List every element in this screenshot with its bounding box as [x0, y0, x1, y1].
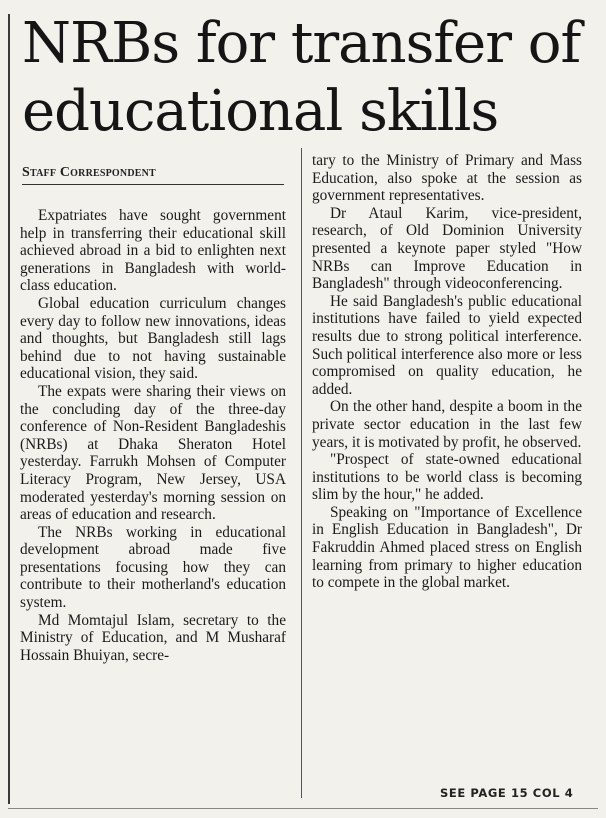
- article-column-1: [20, 207, 286, 664]
- paragraph: Speaking on "Importance of Excellence in English Education in Bangladesh", Dr Fakruddin Ahmed placed stress on English learning from primary to higher education to compete in the global market.: [312, 503, 582, 592]
- paragraph: Dr Ataul Karim, vice-president, research, of Old Dominion University presented a keynote paper styled "How NRBs can Improve Education in Bangladesh" through videoconferencing.: [312, 204, 582, 293]
- left-column-rule: [8, 14, 10, 804]
- paragraph: The expats were sharing their views on the concluding day of the three-day conference of Non-Resident Bangladeshis (NRBs) at Dhaka Sheraton Hotel yesterday. Farrukh Mohsen of Computer Literacy Program, New Jersey, USA moderated yesterday's morning session on areas of education and research.: [20, 382, 286, 524]
- paragraph: tary to the Ministry of Primary and Mass Education, also spoke at the session as government representatives.: [312, 152, 582, 205]
- paragraph: On the other hand, despite a boom in the private sector education in the last few years, it is motivated by profit, he observed.: [312, 398, 582, 451]
- paragraph: He said Bangladesh's public educational institutions have failed to yield expected results due to strong political interference. Such political interference also more or less compromised on quality education, he added.: [312, 292, 582, 398]
- bottom-rule: [8, 808, 598, 809]
- paragraph: The NRBs working in educational development abroad made five presentations focusing how they can contribute to their motherland's education system.: [20, 523, 286, 612]
- column-divider: [301, 148, 302, 798]
- paragraph: Md Momtajul Islam, secretary to the Ministry of Education, and M Musharaf Hossain Bhuiyan, secre-: [20, 611, 286, 664]
- continued-on-page-note: SEE PAGE 15 COL 4: [440, 786, 574, 800]
- paragraph: "Prospect of state-owned educational institutions to be world class is becoming slim by the hour," he added.: [312, 451, 582, 504]
- paragraph: Global education curriculum changes every day to follow new innovations, ideas and thoughts, but Bangladesh still lags behind due to not having sustainable educational vision, they said.: [20, 294, 286, 383]
- paragraph: Expatriates have sought government help in transferring their educational skill achieved abroad in a bid to enlighten next generations in Bangladesh with world-class education.: [20, 207, 286, 295]
- article-column-2: [312, 152, 582, 592]
- byline: Staff Correspondent: [22, 165, 284, 185]
- headline: NRBs for transfer of educational skills: [22, 11, 581, 144]
